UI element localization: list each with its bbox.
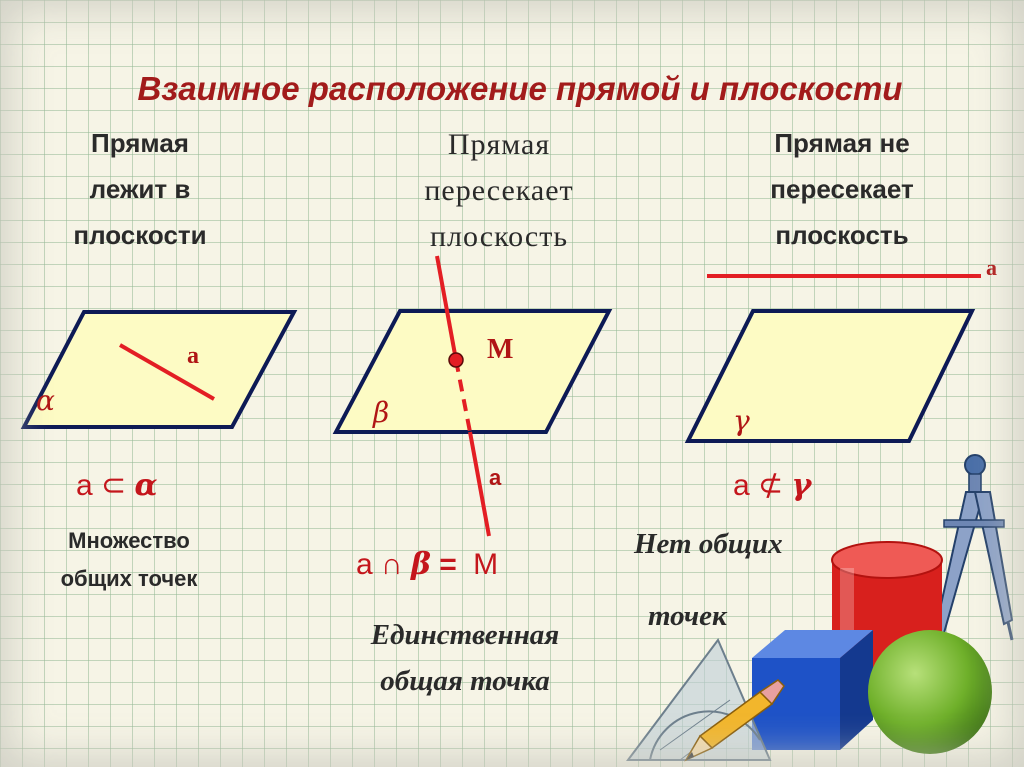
col3-formula-plane: γ [791, 468, 812, 503]
col3-heading-line3: плоскость [775, 220, 909, 250]
line-a-below [470, 432, 489, 536]
col1-heading-line2: лежит в [89, 174, 191, 204]
col3-description-line1: Нет общих [634, 528, 783, 560]
plane-gamma [688, 311, 972, 441]
col1-heading [40, 120, 240, 258]
col2-formula-point: M [473, 548, 499, 581]
col3-plane-label: γ [733, 404, 750, 437]
col2-heading-line1: Прямая [447, 128, 551, 161]
sphere-illustration [868, 630, 992, 754]
col1-formula-op: ⊂ [101, 469, 127, 502]
col3-description-line2: точек [648, 600, 727, 632]
col2-plane-label: β [373, 396, 390, 429]
col1-plane-label: α [36, 384, 55, 417]
col2-formula-op: ∩ [381, 548, 403, 581]
slide-title: Взаимное расположение прямой и плоскости [137, 70, 903, 107]
col1-heading-line3: плоскости [73, 220, 207, 250]
col1-description-line2: общих точек [60, 566, 198, 591]
col3-formula [733, 468, 811, 503]
col3-line-label: a [986, 255, 997, 280]
col1-formula-a: a [76, 469, 93, 502]
col2-heading [374, 122, 624, 260]
col1-line-label: a [187, 343, 199, 369]
col2-formula [356, 547, 498, 582]
col2-description-line1: Единственная [370, 619, 560, 651]
col3-formula-op: ⊄ [758, 469, 784, 502]
col2-heading-line2: пересекает [424, 174, 574, 207]
col1-formula-plane: α [134, 468, 158, 503]
col2-description [320, 612, 610, 704]
col1-heading-line1: Прямая [91, 128, 189, 158]
col2-point-label: M [487, 334, 514, 365]
col2-formula-a: a [356, 548, 373, 581]
col2-description-line2: общая точка [380, 665, 550, 697]
col3-heading-line1: Прямая не [774, 128, 910, 158]
col2-line-label: a [489, 465, 502, 490]
col3-formula-a: a [733, 469, 750, 502]
col3-heading-line2: пересекает [770, 174, 914, 204]
col2-formula-plane: β [410, 547, 431, 582]
col3-heading [722, 120, 962, 258]
col1-description [14, 522, 244, 598]
point-m [449, 353, 463, 367]
col2-heading-line3: плоскость [430, 220, 568, 253]
col1-formula [76, 468, 158, 503]
col2-formula-eq: = [439, 548, 457, 581]
col1-description-line1: Множество [68, 528, 190, 553]
